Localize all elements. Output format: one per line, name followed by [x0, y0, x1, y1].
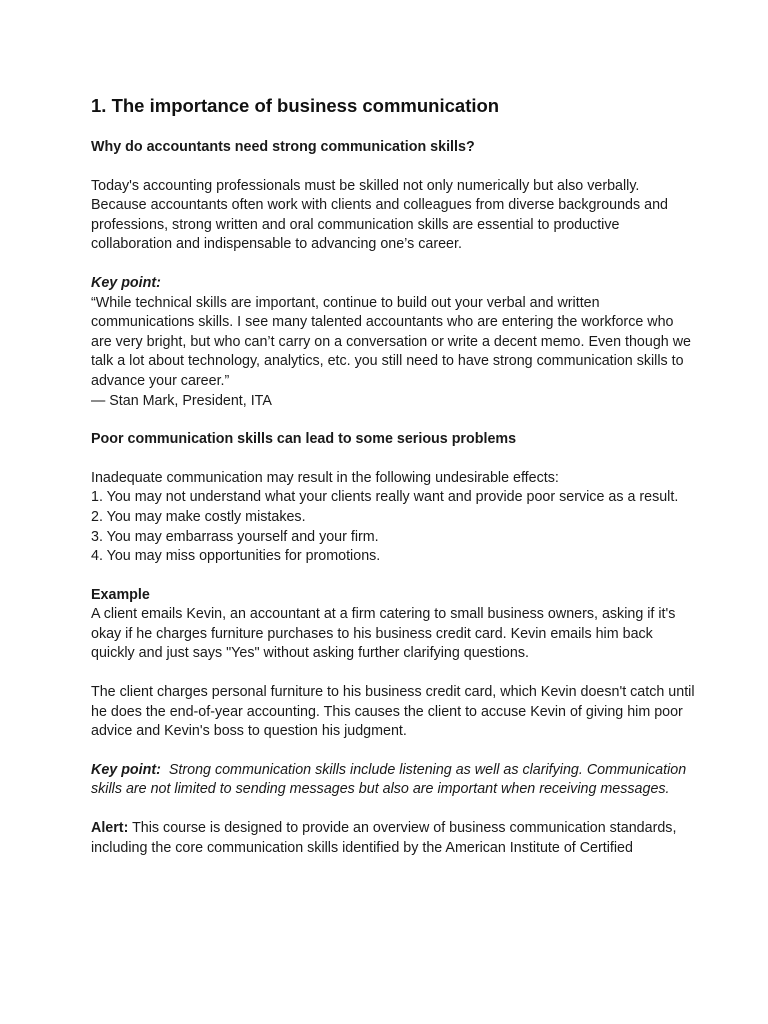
list-item: 2. You may make costly mistakes.	[91, 508, 306, 525]
example-paragraph-2: The client charges personal furniture to his business credit card, which Kevin doesn't catch until he does the end-of-year accounting. This causes the client to accuse Kevin of giving him poor advice and Kevin's boss to question his judgment.	[91, 684, 695, 740]
alert-label: Alert:	[91, 820, 129, 837]
key-point-quote-block	[91, 274, 698, 411]
list-item: 4. You may miss opportunities for promotions.	[91, 548, 381, 565]
key-point-label: Key point:	[91, 274, 161, 291]
key-point-2-text: Strong communication skills include listening as well as clarifying. Communication skills are not limited to sending messages but also are important when receiving messages.	[91, 761, 687, 798]
example-block	[91, 586, 698, 664]
example-label: Example	[91, 586, 150, 603]
key-point-quote: “While technical skills are important, continue to build out your verbal and written communications skills. I see many talented accountants who are entering the workforce who are very bright, but who can’t carry on a conversation or write a decent memo. Even though we talk a lot about technology, analytics, etc. you still need to have strong communication skills to advance your career.”	[91, 294, 691, 389]
example-paragraph-1: A client emails Kevin, an accountant at a firm catering to small business owners, asking if it's okay if he charges furniture purchases to his business credit card. Kevin emails him back quickly and just says "Yes" without asking further clarifying questions.	[91, 606, 676, 662]
key-point-2-block	[91, 761, 698, 800]
list-item: 3. You may embarrass yourself and your firm.	[91, 528, 379, 545]
problems-intro: Inadequate communication may result in the following undesirable effects:	[91, 469, 559, 486]
alert-text: This course is designed to provide an overview of business communication standards, including the core communication skills identified by the American Institute of Certified	[91, 820, 677, 856]
key-point-2-label: Key point:	[91, 761, 161, 778]
intro-paragraph: Today's accounting professionals must be skilled not only numerically but also verbally. Because accountants often work with clients and colleagues from diverse backgrounds and professions, strong written and oral communication skills are essential to productive collaboration and indispensable to advancing one’s career.	[91, 177, 668, 253]
quote-attribution: — Stan Mark, President, ITA	[91, 392, 272, 409]
list-item: 1. You may not understand what your clients really want and provide poor service as a result.	[91, 489, 679, 506]
section-subhead-why: Why do accountants need strong communication skills?	[91, 139, 475, 155]
problems-block	[91, 469, 698, 567]
page-title: 1. The importance of business communication	[91, 95, 500, 116]
section-subhead-problems: Poor communication skills can lead to some serious problems	[91, 431, 517, 448]
alert-block	[91, 819, 698, 858]
